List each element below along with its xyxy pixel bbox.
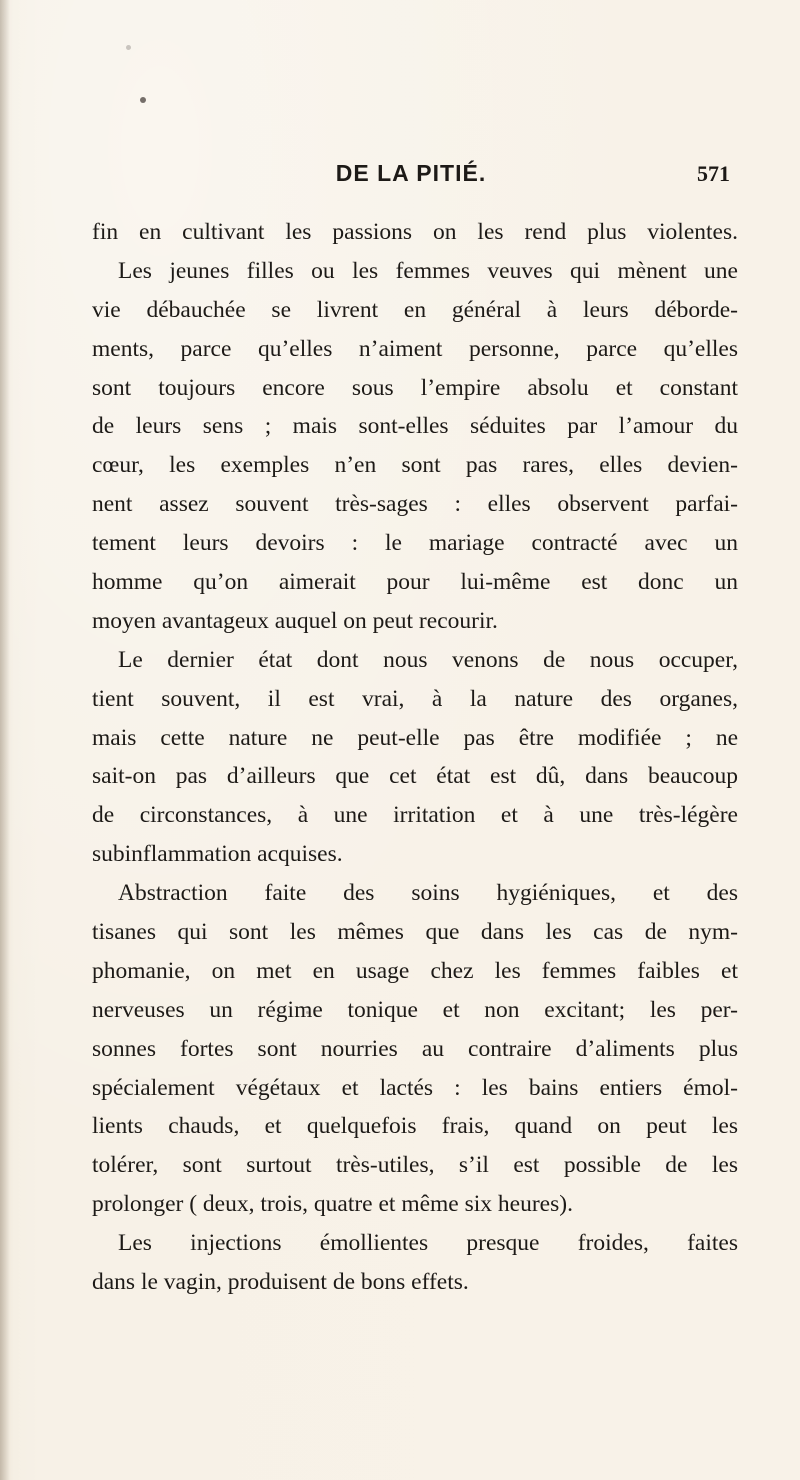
text-line: Les jeunes filles ou les femmes veuves qui mènent une: [118, 257, 738, 284]
paper-speck: [140, 97, 146, 103]
text-line: tisanes qui sont les mêmes que dans les cas de nym-: [92, 919, 738, 946]
text-line: Les injections émollientes presque froides, faites: [118, 1230, 738, 1257]
text-line: vie débauchée se livrent en général à leurs déborde-: [92, 296, 738, 323]
text-line: tement leurs devoirs : le mariage contracté avec un: [92, 530, 738, 557]
text-line: de leurs sens ; mais sont-elles séduites par l’amour du: [92, 413, 738, 440]
text-line: sont toujours encore sous l’empire absolu et constant: [92, 374, 738, 401]
text-line: Le dernier état dont nous venons de nous occuper,: [118, 646, 738, 673]
text-line: mais cette nature ne peut-elle pas être modifiée ; ne: [92, 724, 738, 751]
text-line: cœur, les exemples n’en sont pas rares, elles devien-: [92, 452, 738, 479]
text-line: fin en cultivant les passions on les rend plus violentes.: [92, 219, 738, 245]
text-line: prolonger ( deux, trois, quatre et même six heures).: [92, 1191, 573, 1218]
body-text: [92, 213, 738, 1302]
text-line: ments, parce qu’elles n’aiment personne, parce qu’elles: [92, 335, 738, 362]
text-line: nent assez souvent très-sages : elles observent parfai-: [92, 491, 738, 518]
page-gutter-shadow: [0, 0, 10, 1480]
text-line: phomanie, on met en usage chez les femmes faibles et: [92, 957, 738, 984]
text-line: tolérer, sont surtout très-utiles, s’il est possible de les: [92, 1152, 738, 1179]
text-line: nerveuses un régime tonique et non excitant; les per-: [92, 996, 738, 1023]
text-line: dans le vagin, produisent de bons effets.: [92, 1269, 469, 1296]
text-line: de circonstances, à une irritation et à une très-légère: [92, 802, 738, 829]
text-line: moyen avantageux auquel on peut recourir.: [92, 607, 498, 634]
text-line: spécialement végétaux et lactés : les bains entiers émol-: [92, 1074, 738, 1101]
page-number: 571: [697, 161, 730, 186]
text-line: sait-on pas d’ailleurs que cet état est dû, dans beaucoup: [92, 763, 738, 790]
paper-speck: [126, 45, 131, 50]
text-line: sonnes fortes sont nourries au contraire d’aliments plus: [92, 1035, 738, 1062]
page-header: [92, 160, 730, 190]
text-line: subinflammation acquises.: [92, 841, 343, 868]
text-line: homme qu’on aimerait pour lui-même est donc un: [92, 569, 738, 596]
text-line: tient souvent, il est vrai, à la nature des organes,: [92, 685, 738, 712]
running-title: DE LA PITIÉ.: [335, 160, 487, 186]
text-line: lients chauds, et quelquefois frais, quand on peut les: [92, 1113, 738, 1140]
text-line: Abstraction faite des soins hygiéniques, et des: [118, 880, 738, 907]
